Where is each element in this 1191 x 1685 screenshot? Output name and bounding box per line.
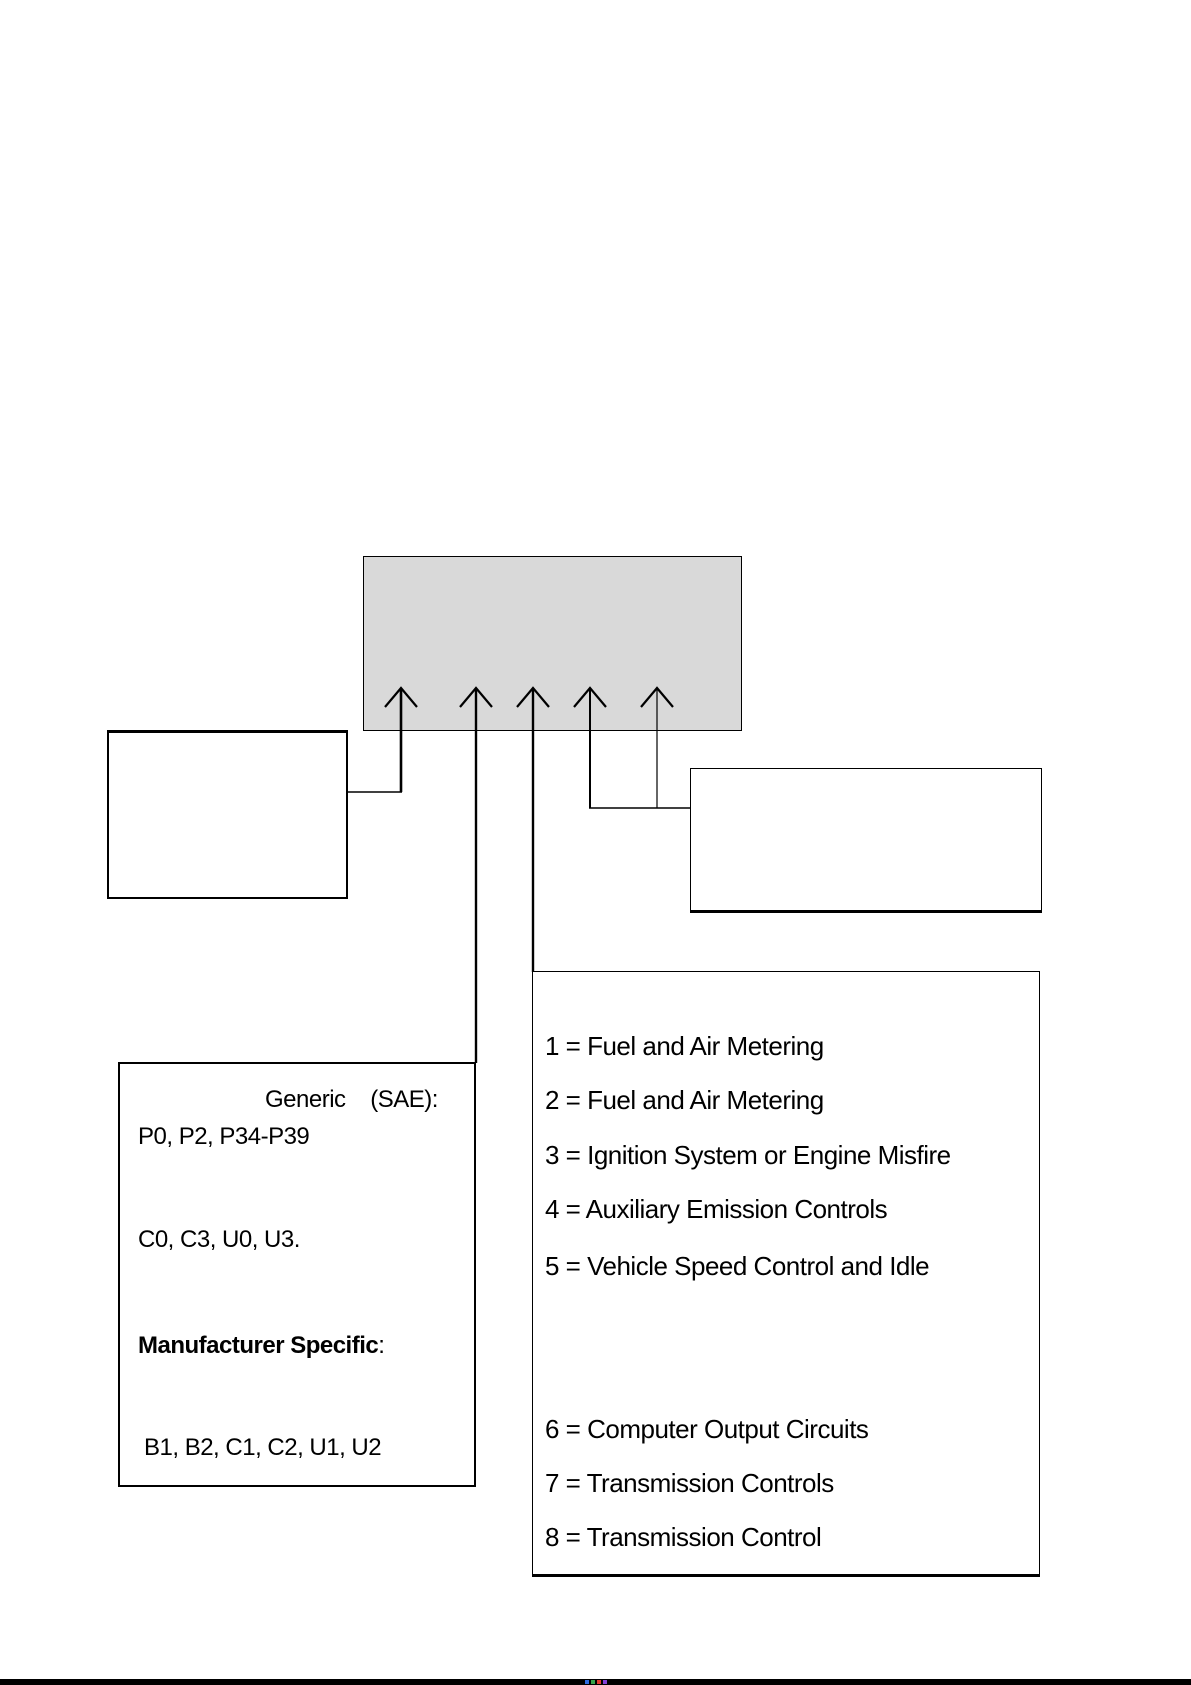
watermark-speck <box>597 1680 601 1684</box>
system-list-item: 5 = Vehicle Speed Control and Idle <box>545 1251 930 1281</box>
system-list-item: 1 = Fuel and Air Metering <box>545 1031 824 1061</box>
generic-sae-heading: Generic (SAE): <box>265 1086 438 1113</box>
code-type-box <box>118 1062 476 1487</box>
watermark-speck <box>585 1680 589 1684</box>
system-list-box <box>532 971 1040 1577</box>
system-list-item: 8 = Transmission Control <box>545 1522 822 1552</box>
manufacturer-specific-heading <box>138 1331 384 1361</box>
video-progress-bar[interactable] <box>0 1679 1191 1685</box>
system-list-item: 4 = Auxiliary Emission Controls <box>545 1194 888 1224</box>
watermark-speck <box>591 1680 595 1684</box>
generic-codes-line-2: C0, C3, U0, U3. <box>138 1226 300 1253</box>
manufacturer-specific-bold: Manufacturer Specific <box>138 1332 379 1359</box>
generic-codes-line-1: P0, P2, P34-P39 <box>138 1123 310 1150</box>
system-list-item: 6 = Computer Output Circuits <box>545 1414 869 1444</box>
manufacturer-specific-colon: : <box>378 1332 385 1359</box>
watermark-speck <box>603 1680 607 1684</box>
system-list-item: 3 = Ignition System or Engine Misfire <box>545 1140 951 1170</box>
system-list-item: 7 = Transmission Controls <box>545 1468 834 1498</box>
system-list-item: 2 = Fuel and Air Metering <box>545 1085 824 1115</box>
manufacturer-codes-line: B1, B2, C1, C2, U1, U2 <box>144 1434 382 1461</box>
